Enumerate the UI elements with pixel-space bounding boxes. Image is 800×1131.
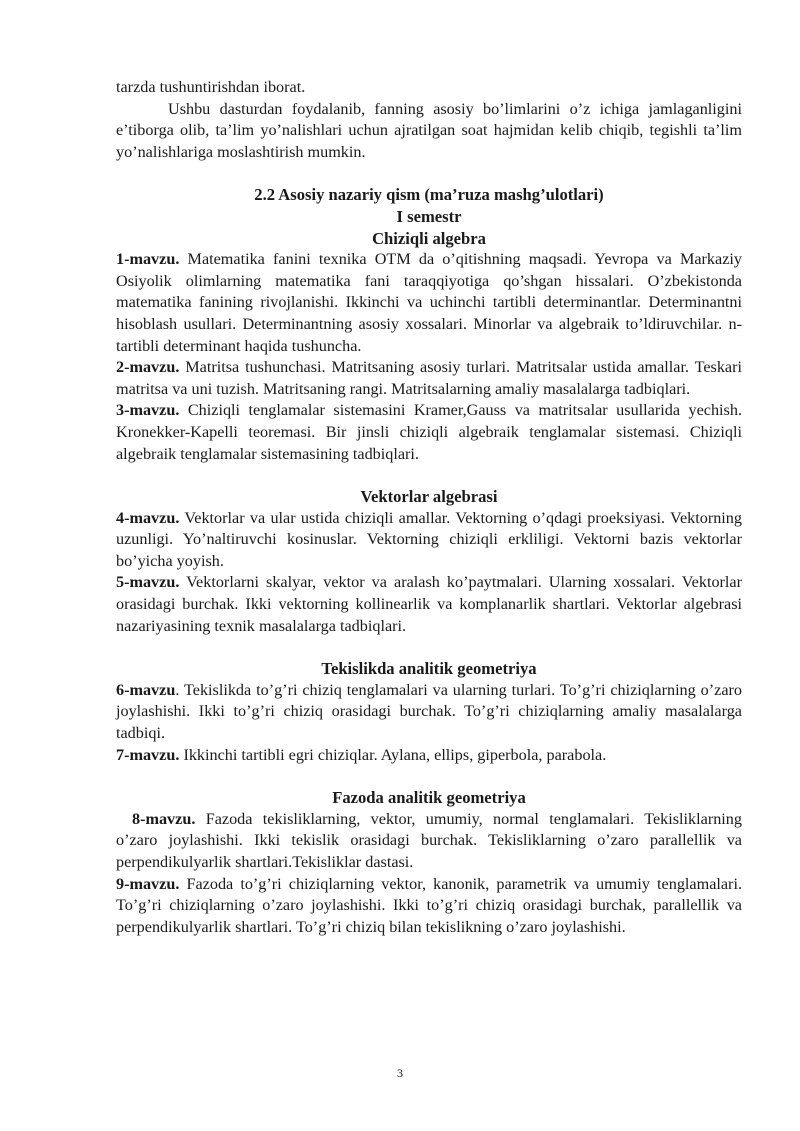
topic-paragraph [116,249,742,357]
topic-paragraph [116,508,742,573]
topic-paragraph [116,874,742,939]
intro-line: tarzda tushuntirishdan iborat. [116,78,306,96]
topic-paragraph [116,572,742,637]
document-page [116,77,742,938]
section-title: 2.2 Asosiy nazariy qism (ma’ruza mashg’ulotlari) [254,185,604,205]
topic-label: 6-mavzu [116,680,176,699]
topic-text: . Tekislikda to’g’ri chiziq tenglamalari va ularning turlari. To’g’ri chiziqlarning o’zaro joylashishi. Ikki to’g’ri chiziq orasidagi burchak. To’g’ri chiziqlarning amaliy masalalarga tadbiqi. [116,680,742,743]
topic-label: 2-mavzu. [116,358,180,377]
topic-text: Fazoda to’g’ri chiziqlarning vektor, kanonik, parametrik va umumiy tenglamalari. To’g’ri chiziqlarning o’zaro joylashishi. Ikki to’g’ri chiziq orasidagi burchak, parallellik va perpendikulyarlik shartlari. To’g’ri chiziq bilan tekislikning o’zaro joylashishi. [116,874,742,936]
topic-text: Matritsa tushunchasi. Matritsaning asosiy turlari. Matritsalar ustida amallar. Teskari matritsa va uni tuzish. Matritsaning rangi. Matritsalarning amaliy masalalarga tadbiqlari. [116,358,742,398]
topic-paragraph [116,745,742,767]
topic-text: Chiziqli tenglamalar sistemasini Kramer,Gauss va matritsalar usullarida yechish. Kronekker-Kapelli teoremasi. Bir jinsli chiziqli algebraik tenglamalar sistemasi. Chiziqli algebraik tenglamalar sistemasining tadbiqlari. [116,401,742,463]
topic-label: 4-mavzu. [116,508,180,527]
topic-paragraph [116,680,742,745]
intro-paragraph: Ushbu dasturdan foydalanib, fanning asosiy bo’limlarini o’z ichiga jamlaganligini e’tiborga olib, ta’lim yo’nalishlari uchun ajratilgan soat hajmidan kelib chiqib, tegishli ta’lim yo’nalishlariga moslashtirish mumkin. [116,99,742,161]
topic-label: 9-mavzu. [116,874,180,893]
topic-paragraph [116,809,742,874]
topic-text: Ikkinchi tartibli egri chiziqlar. Aylana, ellips, giperbola, parabola. [179,745,607,764]
topic-text: Vektorlar va ular ustida chiziqli amallar. Vektorning o’qdagi proeksiyasi. Vektorning uzunligi. Yo’naltiruvchi kosinuslar. Vektorning chiziqli erkliligi. Vektorni bazis vektorlar bo’yicha yoyish. [116,508,742,570]
semester-label: I semestr [396,206,462,226]
subsection-title: Vektorlar algebrasi [360,487,498,507]
topic-paragraph [116,400,742,465]
topic-paragraph [116,357,742,400]
topic-text: Matematika fanini texnika OTM da o’qitishning maqsadi. Yevropa va Markaziy Osiyolik olimlarning matematika fani taraqqiyotiga qo’shgan hissalari. O’zbekistonda matematika fanining rivojlanishi. Ikkinchi va uchinchi tartibli determinantlar. Determinantni hisoblash usullari. Determinantning asosiy xossalari. Minorlar va algebraik to’ldiruvchilar. n-tartibli determinant haqida tushuncha. [116,250,742,355]
page-number: 3 [397,1066,403,1080]
subsection-title: Fazoda analitik geometriya [332,788,526,808]
subsection-title: Tekislikda analitik geometriya [321,659,537,679]
topic-label: 8-mavzu. [132,809,196,828]
topic-label: 3-mavzu. [116,401,180,420]
subsection-title: Chiziqli algebra [372,228,486,248]
topic-label: 1-mavzu. [116,250,180,269]
topic-label: 7-mavzu. [116,745,180,764]
topic-text: Fazoda tekisliklarning, vektor, umumiy, normal tenglamalari. Tekisliklarning o’zaro joylashishi. Ikki tekislik orasidagi burchak. Tekisliklarning o’zaro parallellik va perpendikulyarlik shartlari.Tekisliklar dastasi. [116,809,742,871]
topic-text: Vektorlarni skalyar, vektor va aralash ko’paytmalari. Ularning xossalari. Vektorlar orasidagi burchak. Ikki vektorning kollinearlik va komplanarlik shartlari. Vektorlar algebrasi nazariyasining texnik masalalarga tadbiqlari. [116,573,742,635]
topic-label: 5-mavzu. [116,573,180,592]
